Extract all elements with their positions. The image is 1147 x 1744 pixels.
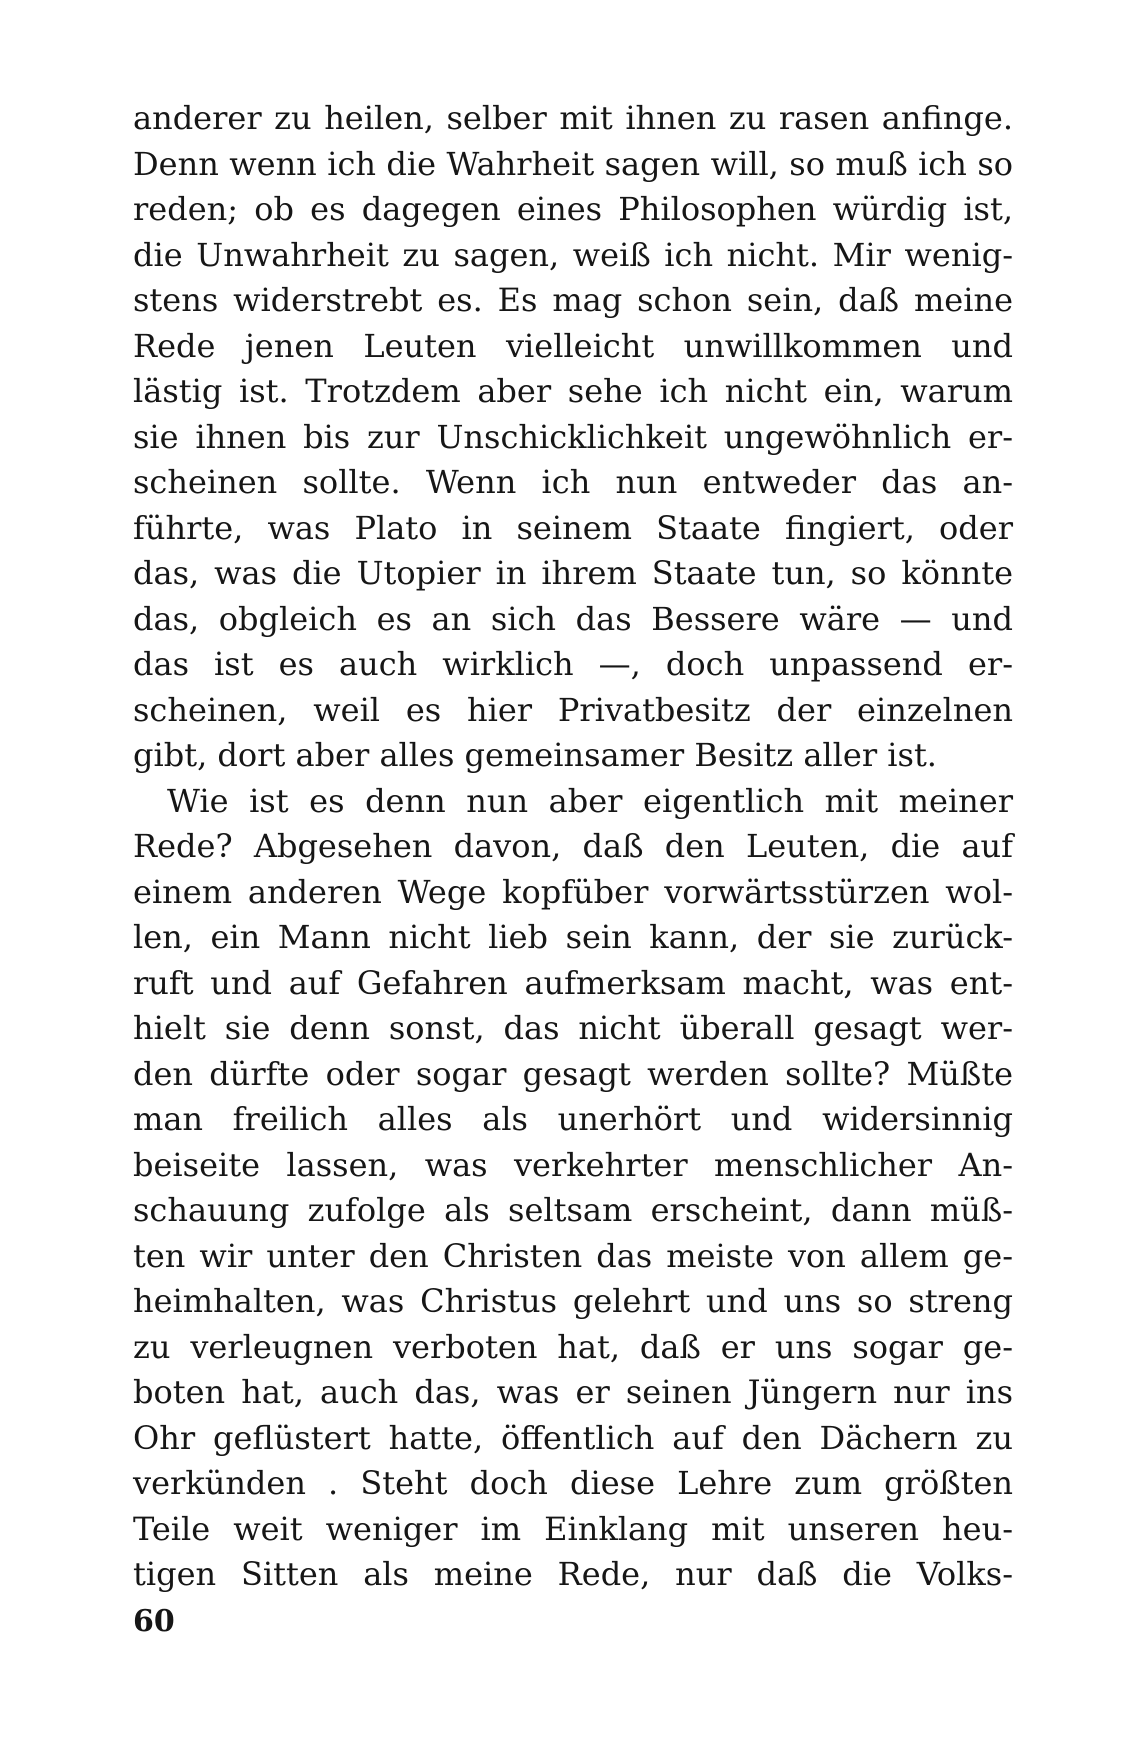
text-line: Ohr geflüstert hatte, öffentlich auf den Dächern zu — [133, 1418, 1013, 1457]
text-line: ruft und auf Gefahren aufmerksam macht, was ent- — [133, 963, 1013, 1002]
text-line: stens widerstrebt es. Es mag schon sein, daß meine — [133, 281, 1013, 319]
text-line: ten wir unter den Christen das meiste von allem ge- — [133, 1236, 1013, 1275]
text-line: Denn wenn ich die Wahrheit sagen will, so muß ich so — [133, 144, 1013, 183]
text-line: len, ein Mann nicht lieb sein kann, der sie zurück- — [133, 918, 1013, 956]
text-line: lästig ist. Trotzdem aber sehe ich nicht ein, warum — [133, 372, 1013, 410]
page-number: 60 — [133, 1604, 175, 1639]
text-line: einem anderen Wege kopfüber vorwärtsstürzen wol- — [133, 872, 1013, 911]
text-line: das, was die Utopier in ihrem Staate tun, so könnte — [133, 554, 1013, 592]
paragraph-end-line: gibt, dort aber alles gemeinsamer Besitz aller ist. — [133, 736, 937, 774]
text-line: das, obgleich es an sich das Bessere wäre — und — [133, 599, 1013, 638]
text-line: scheinen sollte. Wenn ich nun entweder das an- — [133, 463, 1013, 501]
text-line: sie ihnen bis zur Unschicklichkeit ungewöhnlich er- — [133, 417, 1013, 456]
text-line: das ist es auch wirklich —, doch unpassend er- — [133, 645, 1013, 683]
text-line: anderer zu heilen, selber mit ihnen zu rasen anfinge. — [133, 99, 1013, 137]
text-line: verkünden . Steht doch diese Lehre zum größten — [133, 1464, 1013, 1502]
text-line: tigen Sitten als meine Rede, nur daß die Volks- — [133, 1555, 1013, 1593]
text-line: die Unwahrheit zu sagen, weiß ich nicht. Mir wenig- — [133, 235, 1013, 274]
text-line: Rede jenen Leuten vielleicht unwillkommen und — [133, 326, 1013, 365]
text-line: scheinen, weil es hier Privatbesitz der einzelnen — [133, 690, 1013, 729]
text-line: reden; ob es dagegen eines Philosophen würdig ist, — [133, 190, 1013, 228]
text-line: hielt sie denn sonst, das nicht überall gesagt wer- — [133, 1009, 1013, 1047]
body-text — [133, 96, 1013, 1598]
text-line: führte, was Plato in seinem Staate fingiert, oder — [133, 508, 1013, 547]
text-line: Rede? Abgesehen davon, daß den Leuten, die auf — [133, 827, 1013, 865]
text-line: Teile weit weniger im Einklang mit unseren heu- — [133, 1509, 1013, 1548]
text-line: den dürfte oder sogar gesagt werden sollte? Müßte — [133, 1054, 1013, 1093]
text-line: zu verleugnen verboten hat, daß er uns sogar ge- — [133, 1327, 1013, 1366]
text-line: schauung zufolge als seltsam erscheint, dann müß- — [133, 1191, 1013, 1229]
text-line: man freilich alles als unerhört und widersinnig — [133, 1100, 1013, 1138]
text-line: heimhalten, was Christus gelehrt und uns so streng — [133, 1282, 1013, 1320]
text-line: beiseite lassen, was verkehrter menschlicher An- — [133, 1145, 1013, 1184]
text-line: boten hat, auch das, was er seinen Jüngern nur ins — [133, 1373, 1013, 1411]
paragraph-start-line: Wie ist es denn nun aber eigentlich mit meiner — [167, 781, 1013, 820]
